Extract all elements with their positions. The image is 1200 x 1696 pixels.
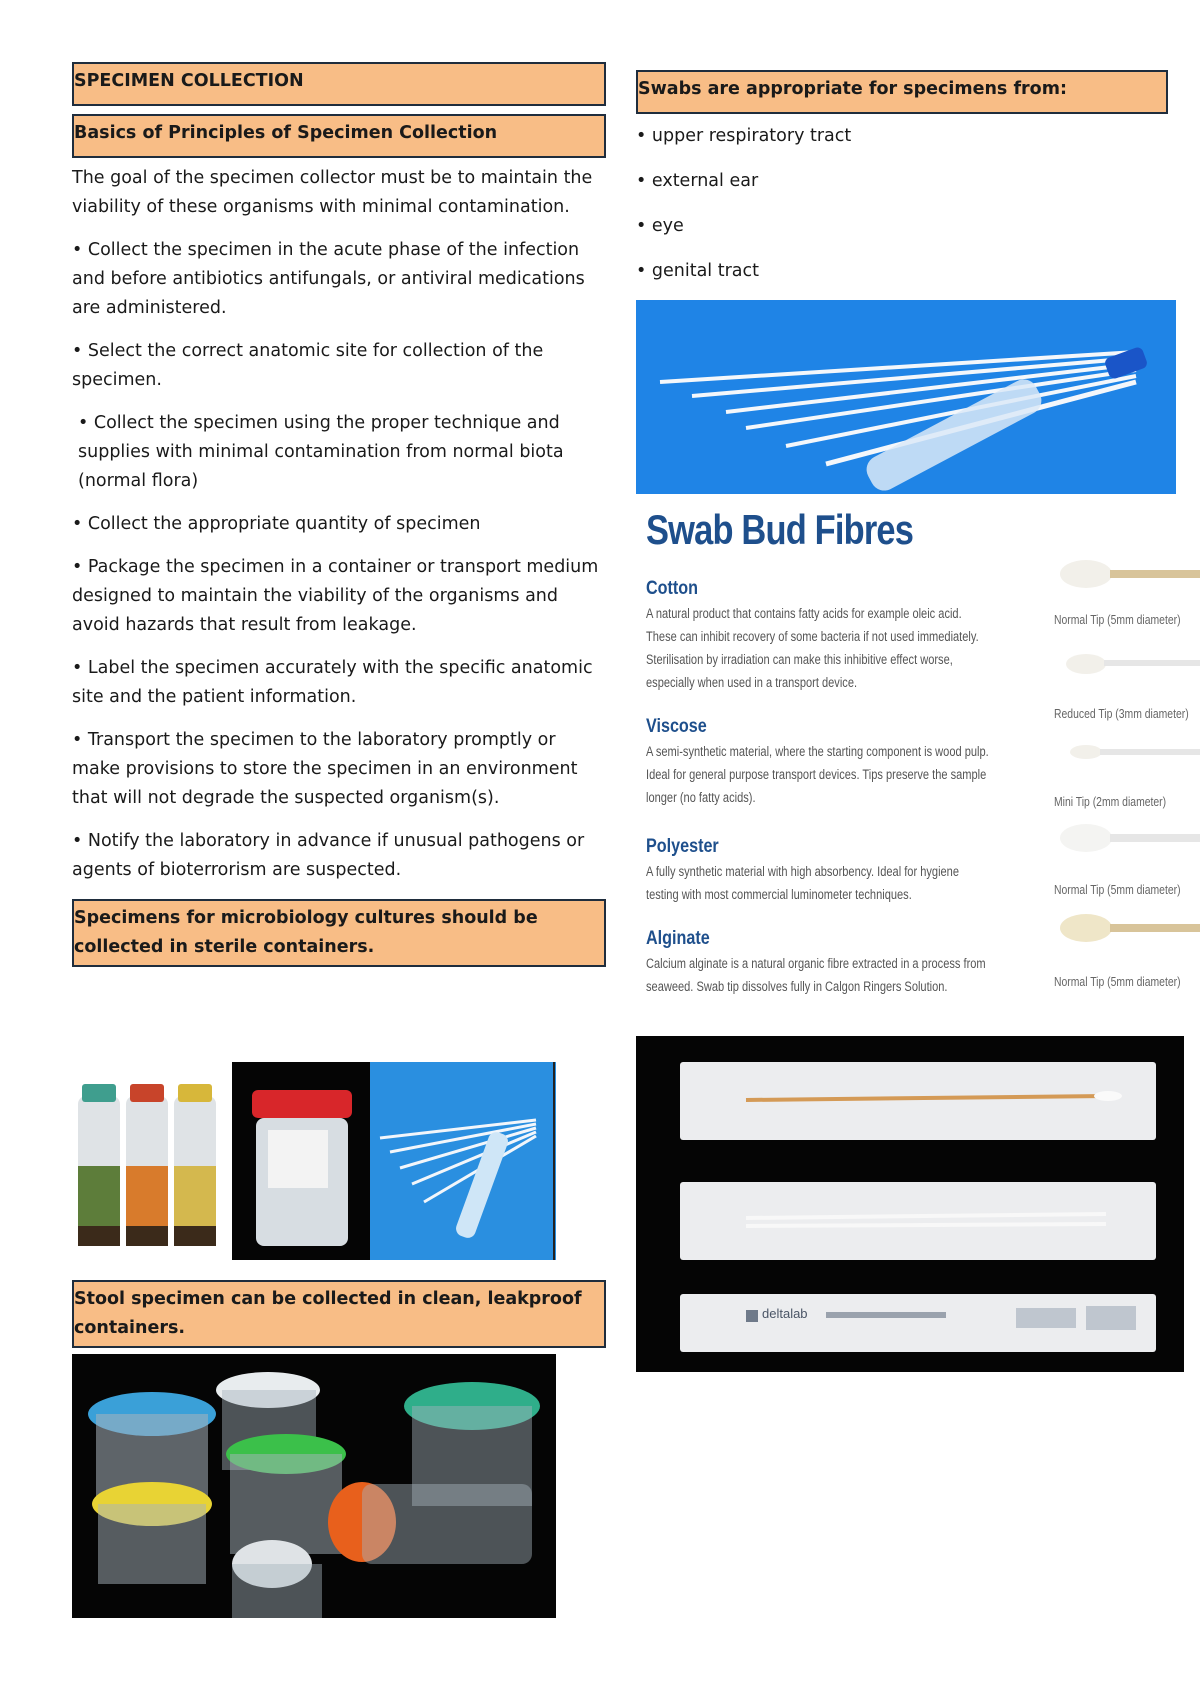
stool-containers-illustration (72, 1354, 556, 1618)
sterile-containers-heading: Specimens for microbiology cultures should be collected in sterile containers. (72, 899, 606, 967)
tip-label: Normal Tip (5mm diameter) (1054, 974, 1181, 989)
fibre-desc: A natural product that contains fatty acids for example oleic acid. These can inhibit recovery of some bacteria if not used immediately. Sterilisation by irradiation can make this inhibitive effect worse, especially when used in a transport device. (646, 606, 979, 690)
bullet-item: • Collect the specimen using the proper technique and supplies with minimal contamination from normal biota (normal flora) (78, 413, 564, 491)
list-item: • upper respiratory tract (636, 126, 852, 146)
swab-heading: Swabs are appropriate for specimens from: (636, 70, 1168, 114)
fibre-polyester (646, 836, 1006, 906)
list-item: • genital tract (636, 261, 759, 281)
fibre-viscose (646, 716, 1006, 809)
right-column (636, 70, 1176, 302)
bullet-item: • Collect the specimen in the acute phase of the infection and before antibiotics antifungals, or antiviral medications are administered. (72, 240, 585, 318)
tip-label: Normal Tip (5mm diameter) (1054, 612, 1181, 627)
swabs-illustration (636, 300, 1176, 494)
list-item: • external ear (636, 171, 759, 191)
bullet-item: • Select the correct anatomic site for collection of the specimen. (72, 341, 544, 390)
swab-tips-illustration (1056, 548, 1200, 968)
bullet-item: • Transport the specimen to the laboratory promptly or make provisions to store the specimen in an environment that will not degrade the suspected organism(s). (72, 730, 578, 808)
stool-containers-heading: Stool specimen can be collected in clean, leakproof containers. (72, 1280, 606, 1348)
swab-bud-fibres-panel (636, 498, 1200, 1006)
fibre-name: Alginate (646, 928, 710, 949)
packaged-swabs-illustration (636, 1036, 1184, 1372)
fibre-desc: Calcium alginate is a natural organic fibre extracted in a process from seaweed. Swab tip dissolves fully in Calgon Ringers Solution. (646, 956, 986, 994)
bullet-item: • Label the specimen accurately with the specific anatomic site and the patient information. (72, 658, 593, 707)
sterile-containers-photo (72, 1056, 556, 1264)
fibre-name: Viscose (646, 716, 707, 737)
stool-containers-photo (72, 1354, 556, 1618)
left-column (72, 62, 606, 967)
fibres-title: Swab Bud Fibres (646, 506, 914, 553)
fibre-alginate (646, 928, 1006, 998)
list-item: • eye (636, 216, 684, 236)
bullet-item: • Collect the appropriate quantity of specimen (72, 514, 481, 534)
fibre-cotton (646, 578, 1006, 694)
culture-bottle (78, 1084, 120, 1246)
swabs-photo (636, 300, 1176, 494)
intro-paragraph: The goal of the specimen collector must be to maintain the viability of these organisms with minimal contamination. (72, 168, 593, 217)
tip-label: Reduced Tip (3mm diameter) (1054, 706, 1189, 721)
sterile-containers-illustration (72, 1056, 556, 1264)
packaged-swabs-photo (636, 1036, 1184, 1372)
tip-label: Normal Tip (5mm diameter) (1054, 882, 1181, 897)
tip-label: Mini Tip (2mm diameter) (1054, 794, 1167, 809)
bullet-item: • Notify the laboratory in advance if unusual pathogens or agents of bioterrorism are suspected. (72, 831, 585, 880)
swab-sites-list (636, 122, 1176, 286)
bullet-item: • Package the specimen in a container or transport medium designed to maintain the viability of the organisms and avoid hazards that result from leakage. (72, 557, 599, 635)
section-title: SPECIMEN COLLECTION (72, 62, 606, 106)
fibre-name: Cotton (646, 578, 699, 599)
fibre-desc: A semi-synthetic material, where the starting component is wood pulp. Ideal for general purpose transport devices. Tips preserve the sample longer (no fatty acids). (646, 744, 989, 805)
fibre-desc: A fully synthetic material with high absorbency. Ideal for hygiene testing with most commercial luminometer techniques. (646, 864, 960, 902)
brand-label: deltalab (762, 1306, 808, 1321)
section-subtitle: Basics of Principles of Specimen Collection (72, 114, 606, 158)
fibre-name: Polyester (646, 836, 719, 857)
